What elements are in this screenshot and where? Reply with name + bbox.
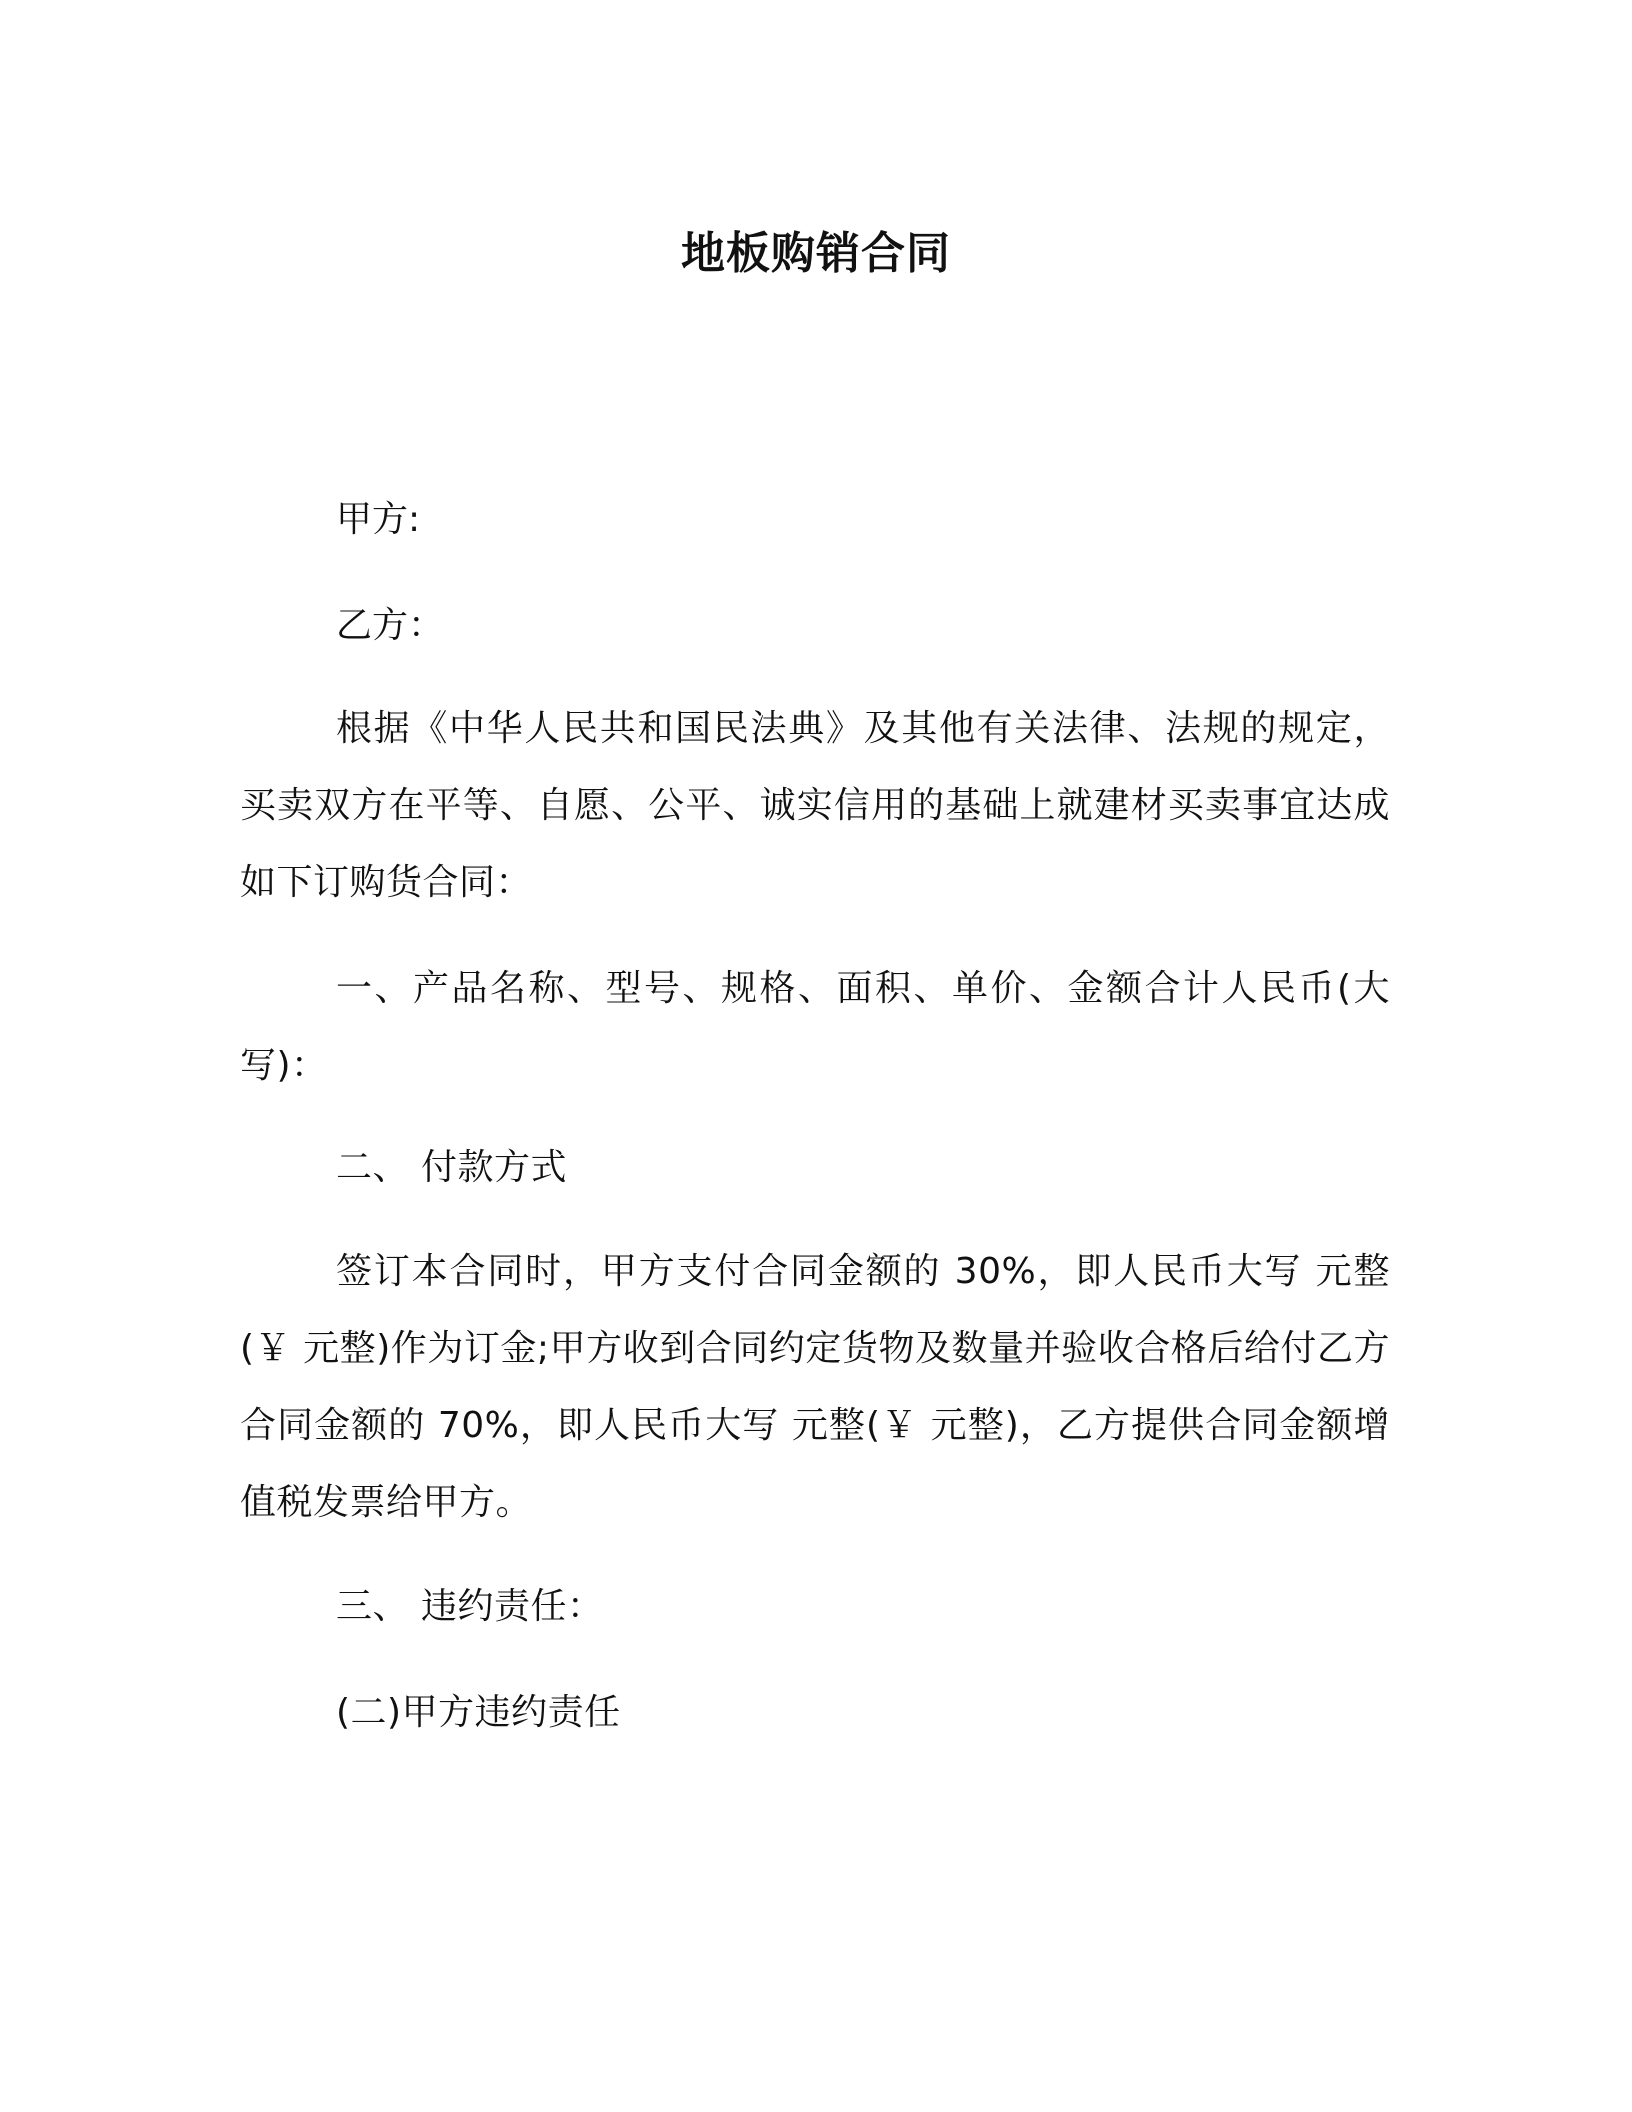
section-1-paragraph: 一、产品名称、型号、规格、面积、单价、金额合计人民币(大写)： [240, 968, 1390, 1086]
section-3-subheading: (二)甲方违约责任 [336, 1692, 621, 1733]
section-2-body: 签订本合同时，甲方支付合同金额的 30%，即人民币大写 元整(￥ 元整)作为订金;甲方收到合同约定货物及数量并验收合格后给付乙方合同金额的 70%，即人民币大写 元整(￥ 元整)，乙方提供合同金额增值税发票给甲方。 [240, 1251, 1390, 1523]
preamble-paragraph: 根据《中华人民共和国民法典》及其他有关法律、法规的规定，买卖双方在平等、自愿、公平、诚实信用的基础上就建材买卖事宜达成如下订购货合同： [240, 708, 1390, 903]
section-2-heading: 二、 付款方式 [336, 1147, 567, 1188]
party-b-label: 乙方： [336, 605, 445, 646]
party-a-label: 甲方: [336, 499, 421, 540]
document-title: 地板购销合同 [681, 228, 951, 279]
section-3-heading: 三、 违约责任： [336, 1586, 604, 1627]
